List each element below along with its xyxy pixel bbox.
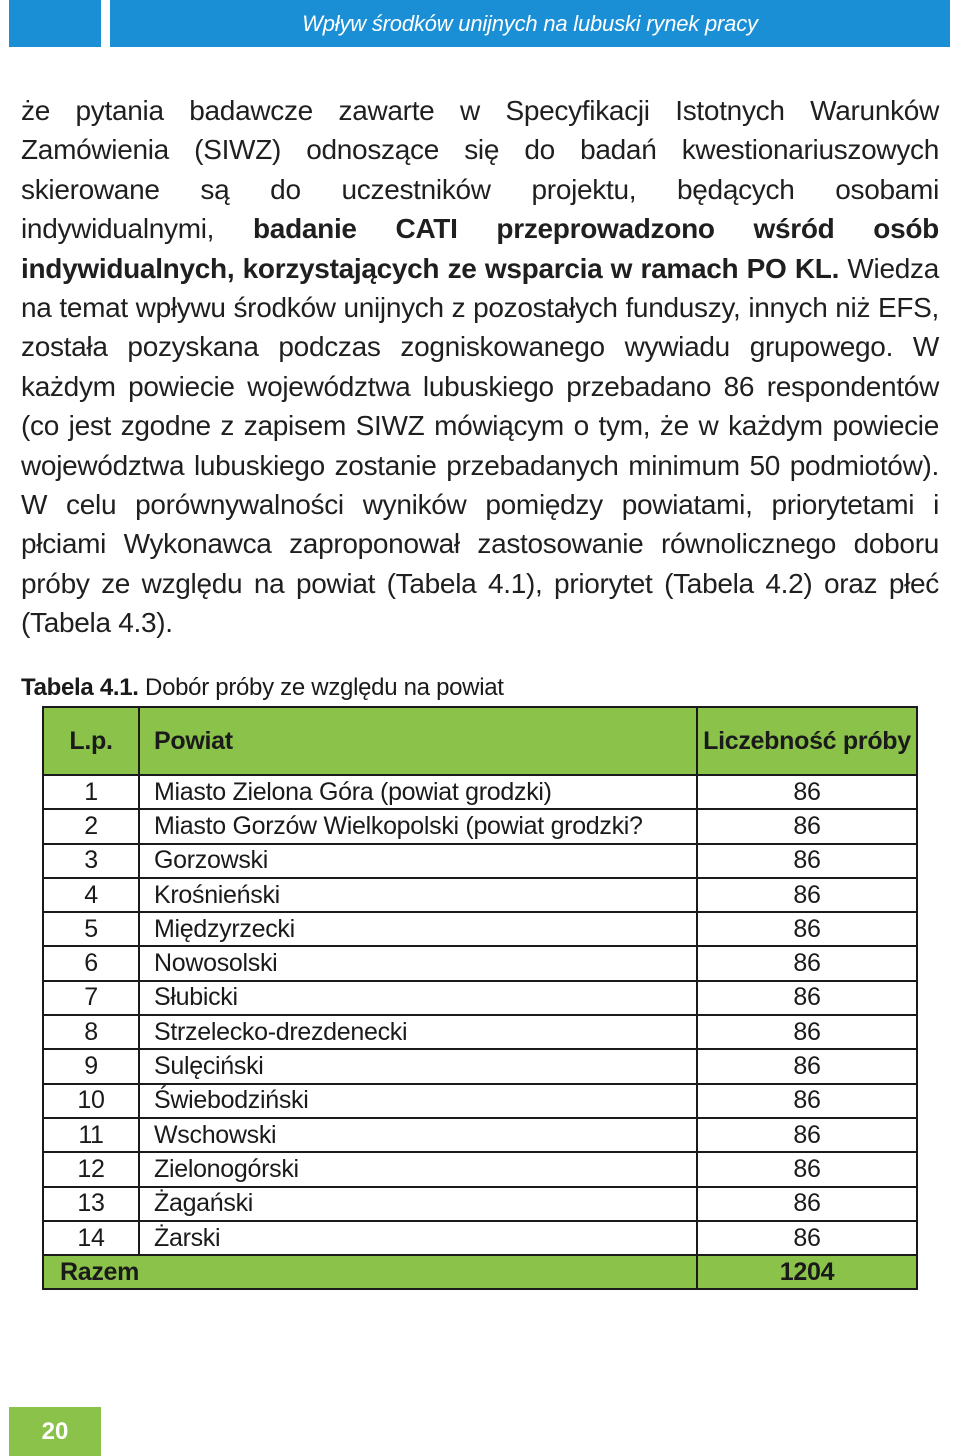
cell-powiat: Słubicki — [139, 981, 697, 1015]
cell-powiat: Wschowski — [139, 1118, 697, 1152]
cell-count: 86 — [697, 809, 917, 843]
cell-powiat: Nowosolski — [139, 946, 697, 980]
table-row — [43, 844, 917, 878]
sample-table — [42, 706, 918, 1290]
table-caption-label: Tabela 4.1. — [21, 674, 139, 701]
paragraph-bold-text: badanie CATI przeprowadzono wśród osób indywidualnych, korzystających ze wsparcia w ramach PO KL. — [21, 213, 939, 284]
cell-lp: 14 — [43, 1221, 139, 1255]
table-row — [43, 946, 917, 980]
cell-powiat: Strzelecko-drezdenecki — [139, 1015, 697, 1049]
body-paragraph — [21, 91, 939, 643]
cell-powiat: Miasto Zielona Góra (powiat grodzki) — [139, 775, 697, 809]
table-total-row — [43, 1255, 917, 1289]
cell-powiat: Żarski — [139, 1221, 697, 1255]
cell-powiat: Gorzowski — [139, 844, 697, 878]
table-header-row — [43, 707, 917, 775]
total-value: 1204 — [697, 1255, 917, 1289]
cell-powiat: Świebodziński — [139, 1084, 697, 1118]
cell-powiat: Zielonogórski — [139, 1152, 697, 1186]
table-row — [43, 878, 917, 912]
table-row — [43, 912, 917, 946]
cell-lp: 11 — [43, 1118, 139, 1152]
cell-count: 86 — [697, 1221, 917, 1255]
cell-count: 86 — [697, 912, 917, 946]
running-title: Wpływ środków unijnych na lubuski rynek pracy — [302, 10, 758, 36]
header-count: Liczebność próby — [697, 707, 917, 775]
cell-count: 86 — [697, 775, 917, 809]
cell-count: 86 — [697, 878, 917, 912]
cell-lp: 13 — [43, 1187, 139, 1221]
cell-count: 86 — [697, 1049, 917, 1083]
table-row — [43, 775, 917, 809]
header-bar — [110, 0, 950, 47]
cell-lp: 9 — [43, 1049, 139, 1083]
cell-count: 86 — [697, 981, 917, 1015]
table-row — [43, 1187, 917, 1221]
cell-lp: 6 — [43, 946, 139, 980]
cell-count: 86 — [697, 844, 917, 878]
table-row — [43, 1084, 917, 1118]
table-row — [43, 1049, 917, 1083]
header-powiat: Powiat — [139, 707, 697, 775]
cell-lp: 10 — [43, 1084, 139, 1118]
cell-powiat: Krośnieński — [139, 878, 697, 912]
cell-lp: 8 — [43, 1015, 139, 1049]
cell-powiat: Sulęciński — [139, 1049, 697, 1083]
cell-lp: 3 — [43, 844, 139, 878]
total-label: Razem — [43, 1255, 697, 1289]
table-caption-text: Dobór próby ze względu na powiat — [145, 674, 504, 701]
table-row — [43, 981, 917, 1015]
cell-count: 86 — [697, 1015, 917, 1049]
table-row — [43, 1015, 917, 1049]
cell-powiat: Międzyrzecki — [139, 912, 697, 946]
cell-lp: 1 — [43, 775, 139, 809]
header-lp: L.p. — [43, 707, 139, 775]
cell-lp: 5 — [43, 912, 139, 946]
cell-count: 86 — [697, 1084, 917, 1118]
table-row — [43, 1152, 917, 1186]
table-row — [43, 809, 917, 843]
paragraph-text-2: Wiedza na temat wpływu środków unijnych z pozostałych funduszy, innych niż EFS, została pozyskana podczas zogniskowanego wywiadu grupowego. W każdym powiecie województwa lubuskiego przebadano 86 respondentów (co jest zgodne z zapisem SIWZ mówiącym o tym, że w każdym powiecie województwa lubuskiego zostanie przebadanych minimum 50 podmiotów). W celu porównywalności wyników pomiędzy powiatami, priorytetami i płciami Wykonawca zaproponował zastosowanie równolicznego doboru próby ze względu na powiat (Tabela 4.1), priorytet (Tabela 4.2) oraz płeć (Tabela 4.3). — [21, 252, 939, 639]
cell-count: 86 — [697, 1118, 917, 1152]
cell-count: 86 — [697, 946, 917, 980]
table-caption — [21, 674, 504, 702]
header-left-block — [9, 0, 101, 47]
paragraph-text-1: że pytania badawcze zawarte w Specyfikacji Istotnych Warunków Zamówienia (SIWZ) odnoszące się do badań kwestionariuszowych skierowane są do uczestników projektu, będących osobami indywidualnymi, — [21, 95, 939, 245]
cell-lp: 4 — [43, 878, 139, 912]
cell-lp: 12 — [43, 1152, 139, 1186]
cell-lp: 2 — [43, 809, 139, 843]
cell-powiat: Miasto Gorzów Wielkopolski (powiat grodzki? — [139, 809, 697, 843]
table-row — [43, 1118, 917, 1152]
cell-count: 86 — [697, 1187, 917, 1221]
cell-powiat: Żagański — [139, 1187, 697, 1221]
page-number-box — [9, 1407, 101, 1456]
cell-count: 86 — [697, 1152, 917, 1186]
page-number: 20 — [41, 1417, 69, 1445]
cell-lp: 7 — [43, 981, 139, 1015]
table-row — [43, 1221, 917, 1255]
